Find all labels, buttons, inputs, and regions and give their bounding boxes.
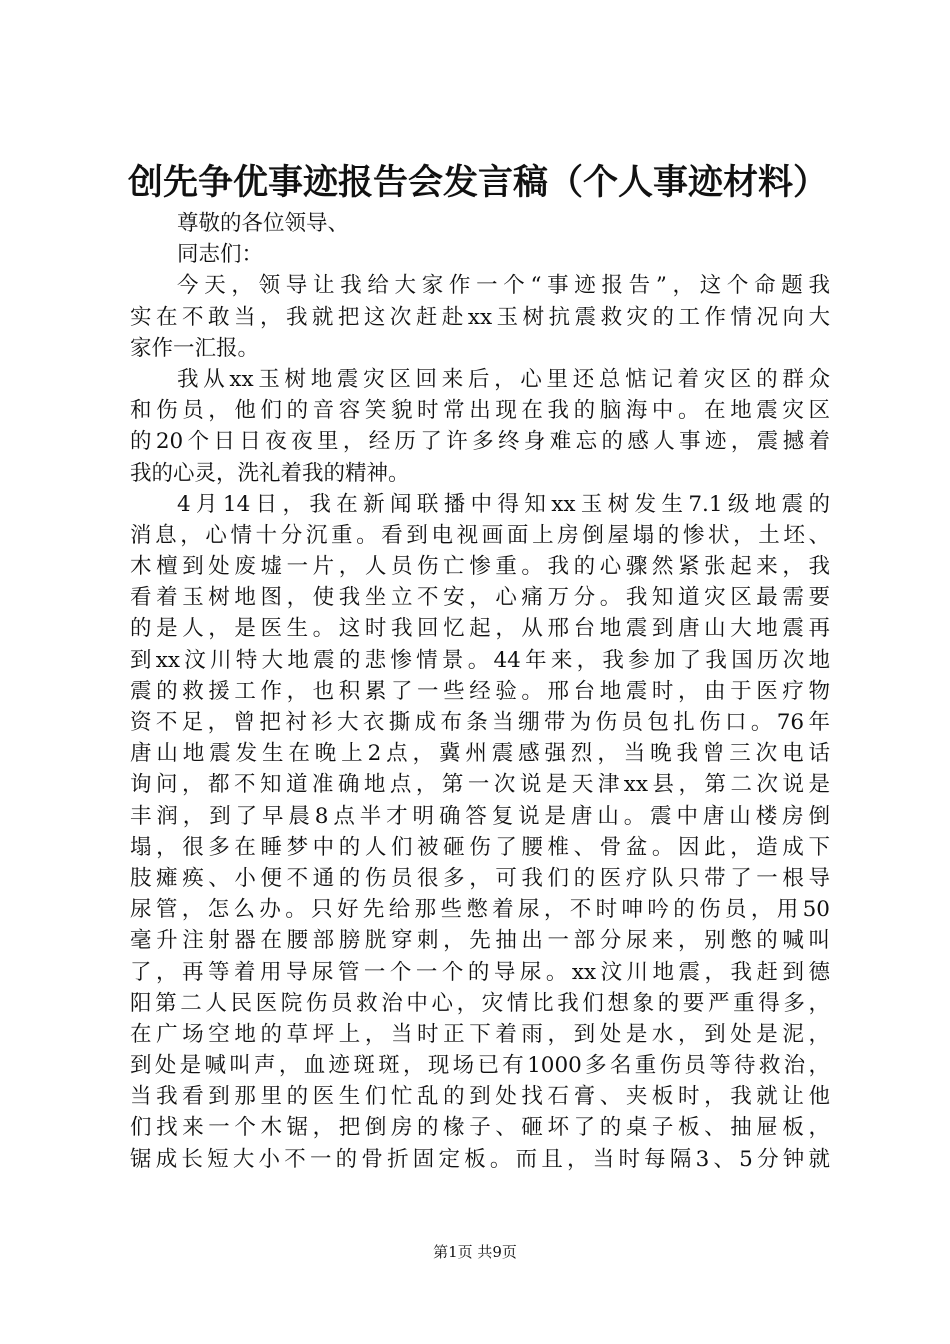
text-line: 到xx汶川特大地震的悲惨情景。44年来，我参加了我国历次地 (130, 647, 830, 673)
text-line: 和伤员，他们的音容笑貌时常出现在我的脑海中。在地震灾区 (130, 398, 830, 424)
text-line: 阳第二人民医院伤员救治中心，灾情比我们想象的要严重得多， (130, 990, 830, 1016)
text-line: 木檀到处废墟一片，人员伤亡惨重。我的心骤然紧张起来，我 (130, 554, 830, 580)
text-line: 看着玉树地图，使我坐立不安，心痛万分。我知道灾区最需要 (130, 585, 830, 611)
document-title: 创先争优事迹报告会发言稿（个人事迹材料） (128, 162, 829, 203)
paragraph (130, 239, 830, 270)
text-line: 们找来一个木锯，把倒房的椽子、砸坏了的桌子板、抽屉板， (130, 1115, 830, 1141)
text-line: 询问，都不知道准确地点，第一次说是天津xx县，第二次说是 (130, 772, 830, 798)
text-line: 丰润，到了早晨8点半才明确答复说是唐山。震中唐山楼房倒 (130, 803, 830, 829)
text-line: 在广场空地的草坪上，当时正下着雨，到处是水，到处是泥， (130, 1021, 830, 1047)
text-line: 锯成长短大小不一的骨折固定板。而且，当时每隔3、5分钟就 (130, 1146, 830, 1172)
text-line: 资不足，曾把衬衫大衣撕成布条当绷带为伤员包扎伤口。76年 (130, 710, 830, 735)
text-line: 实在不敢当，我就把这次赶赴xx玉树抗震救灾的工作情况向大 (130, 304, 830, 330)
text-line: 当我看到那里的医生们忙乱的到处找石膏、夹板时，我就让他 (130, 1084, 830, 1110)
text-line: 的是人，是医生。这时我回忆起，从邢台地震到唐山大地震再 (130, 616, 830, 642)
document-body (130, 208, 830, 1175)
text-line: 唐山地震发生在晚上2点，冀州震感强烈，当晚我曾三次电话 (130, 741, 830, 767)
text-line: 我从xx玉树地震灾区回来后，心里还总惦记着灾区的群众 (177, 366, 830, 392)
text-line: 尿管，怎么办。只好先给那些憋着尿，不时呻吟的伤员，用50 (130, 897, 830, 923)
text-line: 塌，很多在睡梦中的人们被砸伤了腰椎、骨盆。因此，造成下 (130, 834, 830, 860)
text-line: 今天，领导让我给大家作一个“事迹报告”，这个命题我 (177, 273, 830, 299)
paragraph (130, 364, 830, 489)
text-line: 到处是喊叫声，血迹斑斑，现场已有1000多名重伤员等待救治， (130, 1053, 830, 1079)
text-line: 我的心灵，洗礼着我的精神。 (130, 460, 410, 486)
text-line: 了，再等着用导尿管一个一个的导尿。xx汶川地震，我赶到德 (130, 959, 830, 985)
text-line: 消息，心情十分沉重。看到电视画面上房倒屋塌的惨状，土坯、 (130, 522, 830, 548)
text-line: 4月14日，我在新闻联播中得知xx玉树发生7.1级地震的 (177, 491, 830, 517)
text-line: 毫升注射器在腰部膀胱穿刺，先抽出一部分尿来，别憋的喊叫 (130, 928, 830, 954)
paragraph (130, 489, 830, 1175)
text-line: 的20个日日夜夜里，经历了许多终身难忘的感人事迹，震撼着 (130, 429, 830, 455)
text-line: 震的救援工作，也积累了一些经验。邢台地震时，由于医疗物 (130, 678, 830, 704)
text-line: 同志们： (177, 242, 264, 268)
paragraph (130, 270, 830, 364)
text-line: 家作一汇报。 (130, 335, 260, 361)
page-number-footer: 第1页 共9页 (433, 1243, 517, 1261)
text-line: 肢瘫痪、小便不通的伤员很多，可我们的医疗队只带了一根导 (130, 865, 830, 891)
text-line: 尊敬的各位领导、 (177, 211, 350, 236)
paragraph (130, 208, 830, 239)
